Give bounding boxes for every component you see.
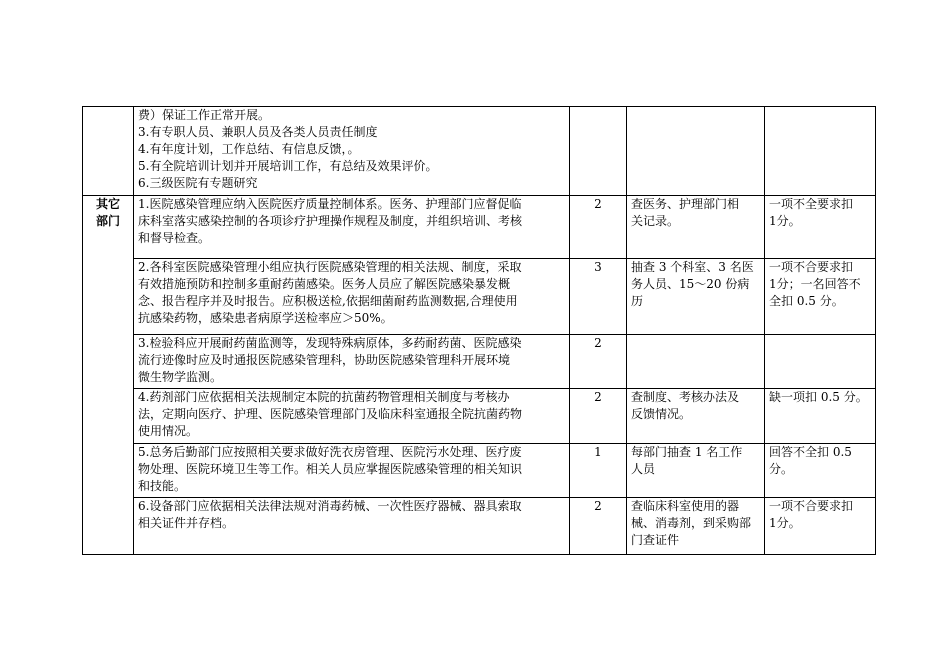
row-method: 查临床科室使用的器 械、消毒剂，到采购部 门查证件 xyxy=(627,498,765,555)
row-method: 抽查 3 个科室、3 名医 务人员、15～20 份病 历 xyxy=(627,259,765,335)
content-line: 5.有全院培训计划并开展培训工作，有总结及效果评价。 xyxy=(138,159,438,173)
row-method xyxy=(627,335,765,389)
row-score: 2 xyxy=(570,389,627,444)
row-deduction: 一项不全要求扣 1分。 xyxy=(765,196,876,259)
deduct-cell-empty xyxy=(765,107,876,196)
table-row xyxy=(83,444,876,498)
assessment-table xyxy=(82,106,876,555)
row-content: 5.总务后勤部门应按照相关要求做好洗衣房管理、医院污水处理、医疗废 物处理、医院环境卫生等工作。相关人员应掌握医院感染管理的相关知识 和技能。 xyxy=(134,444,570,498)
content-line: 费）保证工作正常开展。 xyxy=(138,108,271,122)
content-line: 4.有年度计划，工作总结、有信息反馈，。 xyxy=(138,142,360,156)
continuation-row xyxy=(83,107,876,196)
table-row xyxy=(83,196,876,259)
row-deduction: 回答不全扣 0.5 分。 xyxy=(765,444,876,498)
row-score: 2 xyxy=(570,196,627,259)
row-deduction: 缺一项扣 0.5 分。 xyxy=(765,389,876,444)
row-score: 1 xyxy=(570,444,627,498)
method-cell-empty xyxy=(627,107,765,196)
row-content: 3.检验科应开展耐药菌监测等，发现特殊病原体，多药耐药菌、医院感染 流行迹像时应及时通报医院感染管理科，协助医院感染管理科开展环境 微生物学监测。 xyxy=(134,335,570,389)
content-line: 6.三级医院有专题研究 xyxy=(138,176,258,190)
row-content: 1.医院感染管理应纳入医院医疗质量控制体系。医务、护理部门应督促临 床科室落实感染控制的各项诊疗护理操作规程及制度，并组织培训、考核 和督导检查。 xyxy=(134,196,570,259)
category-label: 其它 部门 xyxy=(83,196,134,555)
table-row xyxy=(83,389,876,444)
row-deduction xyxy=(765,335,876,389)
row-content: 6.设备部门应依据相关法律法规对消毒药械、一次性医疗器械、器具索取 相关证件并存档。 xyxy=(134,498,570,555)
row-method: 每部门抽查 1 名工作 人员 xyxy=(627,444,765,498)
table-row xyxy=(83,259,876,335)
row-method: 查医务、护理部门相 关记录。 xyxy=(627,196,765,259)
row-content: 2.各科室医院感染管理小组应执行医院感染管理的相关法规、制度，采取 有效措施预防和控制多重耐药菌感染。医务人员应了解医院感染暴发概 念、报告程序并及时报告。应积极送检,依据细菌耐药监测数据,合理使用 抗感染药物，感染患者病原学送检率应＞50%。 xyxy=(134,259,570,335)
score-cell-empty xyxy=(570,107,627,196)
row-deduction: 一项不合要求扣 1分；一名回答不 全扣 0.5 分。 xyxy=(765,259,876,335)
table-row xyxy=(83,498,876,555)
row-score: 2 xyxy=(570,335,627,389)
category-cell-empty xyxy=(83,107,134,196)
row-content: 4.药剂部门应依据相关法规制定本院的抗菌药物管理相关制度与考核办 法，定期向医疗、护理、医院感染管理部门及临床科室通报全院抗菌药物 使用情况。 xyxy=(134,389,570,444)
row-score: 2 xyxy=(570,498,627,555)
row-score: 3 xyxy=(570,259,627,335)
content-line: 3.有专职人员、兼职人员及各类人员责任制度 xyxy=(138,125,378,139)
row-deduction: 一项不合要求扣 1分。 xyxy=(765,498,876,555)
continuation-content xyxy=(134,107,570,196)
row-method: 查制度、考核办法及 反馈情况。 xyxy=(627,389,765,444)
table-row xyxy=(83,335,876,389)
